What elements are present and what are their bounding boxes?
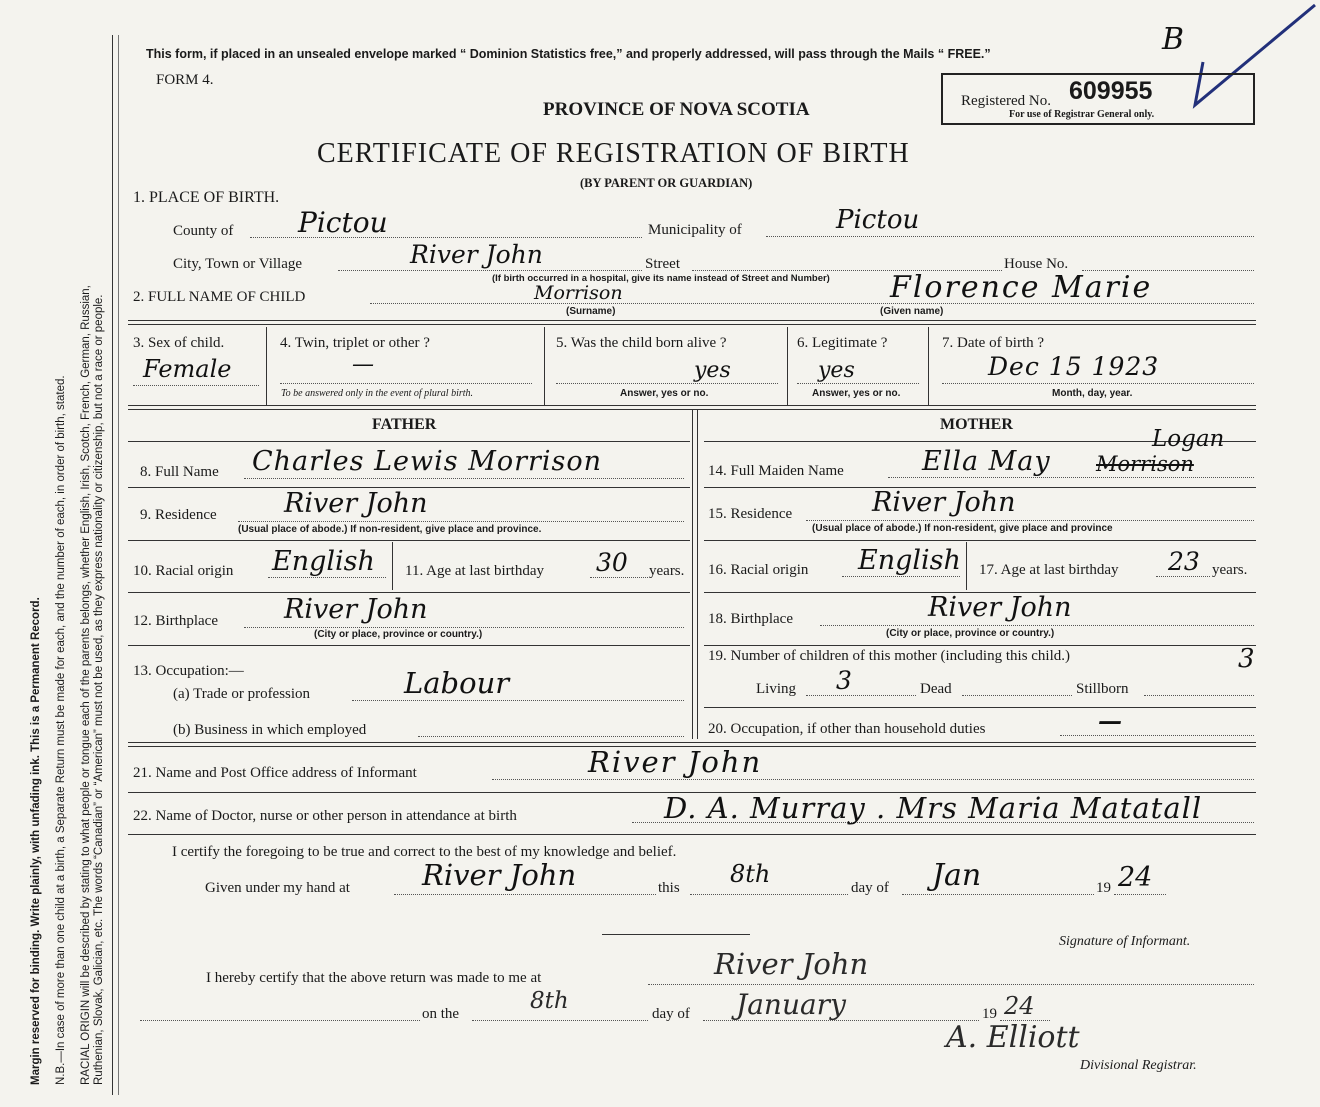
mother-age-label: 17. Age at last birthday: [979, 562, 1119, 578]
registrar-year-value: 24: [1004, 992, 1035, 1020]
mother-racial-label: 16. Racial origin: [708, 562, 809, 578]
father-age-unit: years.: [649, 563, 685, 579]
father-trade-value: Labour: [404, 666, 510, 700]
living-label: Living: [756, 681, 796, 697]
registrar-note: For use of Registrar General only.: [1009, 109, 1155, 120]
registrar-signature: A. Elliott: [946, 1020, 1080, 1055]
registrar-day-value: 8th: [530, 988, 569, 1014]
children-count-label: 19. Number of children of this mother (including this child.): [708, 648, 1071, 664]
margin-instructions: [30, 25, 106, 1085]
margin-line-1: Margin reserved for binding. Write plainly, with unfading ink. This is a Permanent Record.: [30, 597, 42, 1085]
sex-value: Female: [143, 355, 232, 383]
informant-value: River John: [588, 745, 763, 779]
doctor-label: 22. Name of Doctor, nurse or other person in attendance at birth: [133, 808, 517, 824]
father-age-label: 11. Age at last birthday: [405, 563, 544, 579]
informant-label: 21. Name and Post Office address of Informant: [133, 765, 417, 781]
place-of-birth-label: 1. PLACE OF BIRTH.: [133, 189, 280, 206]
twin-caption: To be answered only in the event of plural birth.: [281, 388, 474, 399]
child-name-label: 2. FULL NAME OF CHILD: [133, 289, 306, 305]
mother-birthplace-label: 18. Birthplace: [708, 611, 793, 627]
margin-divider-inner: [118, 35, 119, 1095]
dob-value: Dec 15 1923: [988, 352, 1160, 381]
day-of-label: day of: [851, 880, 889, 896]
margin-line-3: RACIAL ORIGIN will be described by stating to what people or tongue each of the parents belongs, whether English, Irish, Scotch, French, German, Russian,: [80, 285, 92, 1085]
mother-age-value: 23: [1168, 547, 1200, 576]
father-business-label: (b) Business in which employed: [173, 722, 367, 738]
mother-residence-caption: (Usual place of abode.) If non-resident, give place and province: [812, 523, 1113, 534]
father-name-value: Charles Lewis Morrison: [252, 446, 603, 477]
mother-birthplace-value: River John: [928, 592, 1072, 623]
municipality-label: Municipality of: [648, 222, 742, 238]
registrar-month-value: January: [736, 988, 846, 1021]
doctor-value: D. A. Murray . Mrs Maria Matatall: [664, 791, 1203, 825]
father-birthplace-label: 12. Birthplace: [133, 613, 218, 629]
corner-mark: B: [1162, 22, 1185, 57]
mother-residence-value: River John: [872, 487, 1016, 518]
born-alive-caption: Answer, yes or no.: [620, 388, 709, 399]
county-value: Pictou: [298, 206, 388, 239]
legitimate-value: yes: [818, 358, 855, 383]
mail-notice: This form, if placed in an unsealed envelope marked “ Dominion Statistics free,” and properly addressed, will pass through the Mails “ FREE.”: [146, 47, 991, 61]
father-birthplace-caption: (City or place, province or country.): [314, 629, 483, 640]
registrar-day-of-label: day of: [652, 1006, 690, 1022]
sex-label: 3. Sex of child.: [133, 335, 225, 351]
city-value: River John: [410, 240, 543, 269]
mother-heading: MOTHER: [940, 416, 1013, 433]
father-occupation-label: 13. Occupation:—: [133, 663, 244, 679]
legitimate-label: 6. Legitimate ?: [797, 335, 888, 351]
given-year-value: 24: [1118, 862, 1153, 893]
registrar-statement: I hereby certify that the above return was made to me at: [206, 970, 542, 986]
child-surname-value: Morrison: [534, 282, 623, 304]
certificate-title: CERTIFICATE OF REGISTRATION OF BIRTH: [317, 138, 910, 169]
province-heading: PROVINCE OF NOVA SCOTIA: [543, 99, 810, 120]
given-place-value: River John: [422, 858, 577, 892]
dead-label: Dead: [920, 681, 952, 697]
mother-residence-label: 15. Residence: [708, 506, 793, 522]
house-number-label: House No.: [1004, 256, 1069, 272]
mother-name-correction: Logan: [1152, 426, 1225, 452]
father-birthplace-value: River John: [284, 594, 428, 625]
father-trade-label: (a) Trade or profession: [173, 686, 311, 702]
father-racial-label: 10. Racial origin: [133, 563, 234, 579]
margin-divider: [112, 35, 113, 1095]
born-alive-label: 5. Was the child born alive ?: [556, 335, 727, 351]
registrar-label: Divisional Registrar.: [1080, 1058, 1197, 1073]
mother-name-label: 14. Full Maiden Name: [708, 463, 844, 479]
stillborn-label: Stillborn: [1076, 681, 1129, 697]
mother-occupation-label: 20. Occupation, if other than household duties: [708, 721, 986, 737]
given-month-value: Jan: [932, 858, 982, 893]
municipality-value: Pictou: [836, 205, 920, 235]
dob-label: 7. Date of birth ?: [942, 335, 1045, 351]
registration-box: [941, 73, 1255, 125]
twin-value: —: [352, 352, 374, 377]
father-residence-caption: (Usual place of abode.) If non-resident, give place and province.: [238, 524, 542, 535]
registrar-year-prefix: 19: [982, 1006, 997, 1022]
surname-caption: (Surname): [566, 306, 616, 317]
registered-number: 609955: [1069, 77, 1153, 105]
mother-name-struck: Morrison: [1096, 452, 1194, 476]
children-count-value: 3: [1238, 644, 1255, 674]
this-label: this: [658, 880, 680, 896]
hospital-note: (If birth occurred in a hospital, give its name instead of Street and Number): [492, 273, 830, 284]
registrar-place-value: River John: [714, 947, 869, 981]
form-number: FORM 4.: [156, 72, 214, 88]
mother-occupation-value: —: [1098, 706, 1122, 735]
father-racial-value: English: [272, 546, 375, 577]
certificate-subtitle: (BY PARENT OR GUARDIAN): [580, 176, 753, 190]
born-alive-value: yes: [694, 358, 731, 383]
twin-label: 4. Twin, triplet or other ?: [280, 335, 430, 351]
given-under-label: Given under my hand at: [205, 880, 350, 896]
city-label: City, Town or Village: [173, 256, 303, 272]
father-residence-value: River John: [284, 488, 428, 519]
child-given-name-value: Florence Marie: [890, 270, 1153, 305]
certify-statement: I certify the foregoing to be true and correct to the best of my knowledge and belief.: [172, 844, 677, 860]
mother-birthplace-caption: (City or place, province or country.): [886, 628, 1055, 639]
living-value: 3: [836, 666, 852, 695]
father-age-value: 30: [596, 548, 628, 577]
margin-line-2: N.B.—In case of more than one child at a birth, a Separate Return must be made for each, and the number of each, in order of birth, stated.: [55, 375, 67, 1085]
dob-caption: Month, day, year.: [1052, 388, 1133, 399]
informant-signature-label: Signature of Informant.: [1059, 934, 1191, 949]
mother-racial-value: English: [858, 545, 961, 576]
given-day-value: 8th: [730, 860, 771, 888]
mother-name-value: Ella May: [922, 446, 1051, 477]
legitimate-caption: Answer, yes or no.: [812, 388, 901, 399]
on-the-label: on the: [422, 1006, 460, 1022]
given-year-prefix: 19: [1096, 880, 1111, 896]
street-label: Street: [645, 256, 680, 272]
father-heading: FATHER: [372, 416, 437, 433]
registered-label: Registered No.: [961, 93, 1051, 109]
margin-line-4: Ruthenian, Slovak, Galician, etc. The words “Canadian” or “American” must not be used, as they express nationality or citizenship, but not a race or people.: [93, 294, 105, 1085]
given-name-caption: (Given name): [880, 306, 944, 317]
county-label: County of: [173, 223, 234, 239]
father-residence-label: 9. Residence: [140, 507, 217, 523]
mother-age-unit: years.: [1212, 562, 1248, 578]
father-name-label: 8. Full Name: [140, 464, 219, 480]
